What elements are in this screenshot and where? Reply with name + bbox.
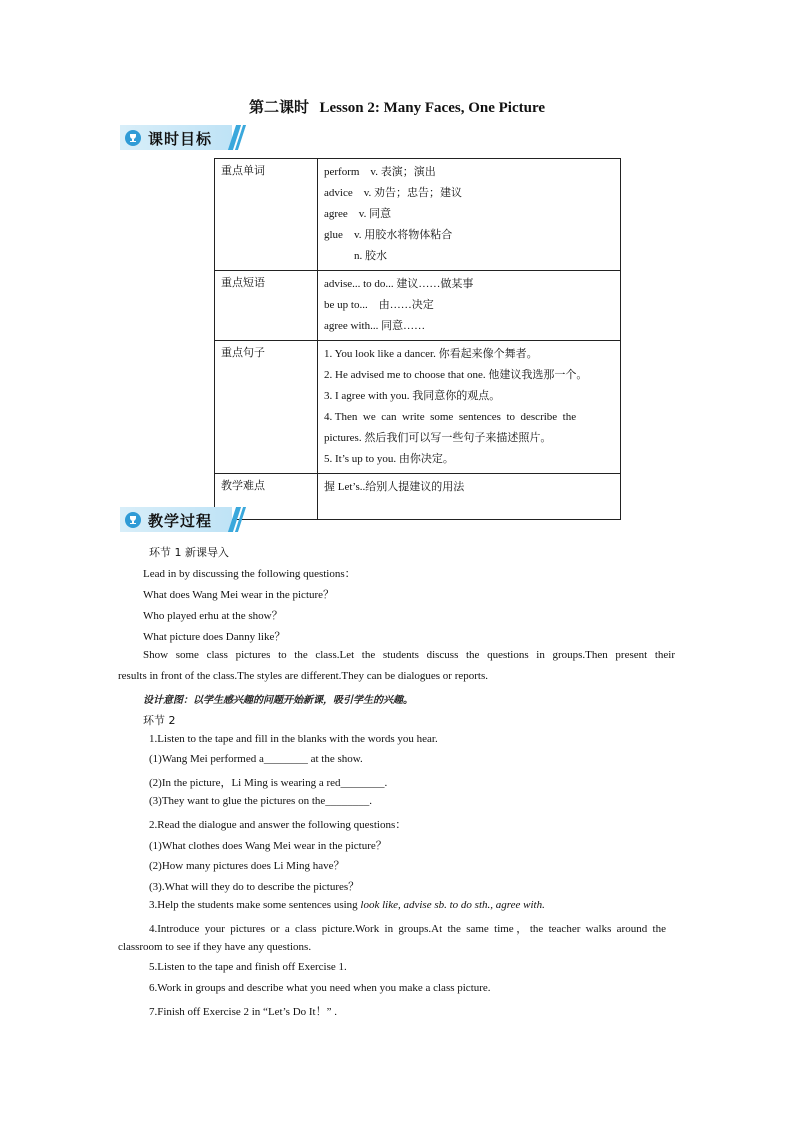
row-key: 教学难点 xyxy=(215,474,318,520)
section-banner-goals xyxy=(120,125,244,150)
section-banner-process xyxy=(120,507,244,532)
table-row xyxy=(215,159,621,271)
instruction-italic: look like, advise sb. to do sth., agree with. xyxy=(360,899,545,911)
phrase-line: agree with... 同意…… xyxy=(324,320,426,332)
sentence-line: 3. I agree with you. 我同意你的观点。 xyxy=(324,390,501,402)
section-title-process: 教学过程 xyxy=(148,512,213,530)
instruction: 7.Finish off Exercise 2 in “Let’s Do It！” . xyxy=(149,1006,337,1018)
title-english: Lesson 2: Many Faces, One Picture xyxy=(319,100,545,116)
vocab-line: advice v. 劝告；忠告；建议 xyxy=(324,187,462,199)
paragraph: Show some class pictures to the class.Let the students discuss the questions in groups.Then present their xyxy=(143,649,675,661)
instruction: (3)They want to glue the pictures on the________. xyxy=(149,795,373,807)
step-heading: 环节 2 xyxy=(143,714,176,727)
instruction: (1)Wang Mei performed a________ at the show. xyxy=(149,753,363,765)
instruction-text: 3.Help the students make some sentences using xyxy=(149,899,361,911)
sentence-line: 5. It’s up to you. 由你决定。 xyxy=(324,453,454,465)
instruction: 4.Introduce your pictures or a class picture.Work in groups.At the same time，the teacher walks around the xyxy=(149,923,666,935)
row-value xyxy=(318,341,621,474)
paragraph: results in front of the class.The styles are different.They can be dialogues or reports. xyxy=(118,670,489,682)
table-row xyxy=(215,271,621,341)
sentence-line: pictures. 然后我们可以写一些句子来描述照片。 xyxy=(324,432,552,444)
trophy-icon xyxy=(125,512,141,528)
question: Who played erhu at the show？ xyxy=(143,610,283,622)
sentence-line: 4. Then we can write some sentences to describe the xyxy=(324,411,577,423)
title-chinese: 第二课时 xyxy=(249,98,310,116)
sentence-line: 1. You look like a dancer. 你看起来像个舞者。 xyxy=(324,348,538,360)
instruction: 5.Listen to the tape and finish off Exercise 1. xyxy=(149,961,347,973)
design-intent: 设计意图：以学生感兴趣的问题开始新课，吸引学生的兴趣。 xyxy=(143,695,413,706)
difficulty-line: 握 Let’s..给别人提建议的用法 xyxy=(324,481,465,493)
instruction: 6.Work in groups and describe what you need when you make a class picture. xyxy=(149,982,491,994)
row-value xyxy=(318,474,621,520)
instruction: classroom to see if they have any questions. xyxy=(118,941,312,953)
section-title-goals: 课时目标 xyxy=(148,130,213,148)
step-heading: 环节 1 新课导入 xyxy=(149,546,229,559)
phrase-line: be up to... 由……决定 xyxy=(324,299,434,311)
paragraph: Lead in by discussing the following questions： xyxy=(143,568,356,580)
row-value xyxy=(318,159,621,271)
trophy-icon xyxy=(125,130,141,146)
table-row xyxy=(215,341,621,474)
question: What does Wang Mei wear in the picture？ xyxy=(143,589,335,601)
sentence-line: 2. He advised me to choose that one. 他建议我选那一个。 xyxy=(324,369,588,381)
goals-table xyxy=(214,158,621,520)
instruction: (2)How many pictures does Li Ming have？ xyxy=(149,860,345,872)
table-row xyxy=(215,474,621,520)
vocab-line: perform v. 表演；演出 xyxy=(324,166,436,178)
instruction: 2.Read the dialogue and answer the following questions： xyxy=(149,819,407,831)
row-key: 重点短语 xyxy=(215,271,318,341)
row-key: 重点单词 xyxy=(215,159,318,271)
vocab-line: glue v. 用胶水将物体粘合 xyxy=(324,229,453,241)
instruction xyxy=(149,899,545,911)
instruction: (1)What clothes does Wang Mei wear in the picture？ xyxy=(149,840,387,852)
instruction: (2)In the picture，Li Ming is wearing a red________. xyxy=(149,777,388,789)
vocab-line: n. 胶水 xyxy=(354,250,387,262)
row-key: 重点句子 xyxy=(215,341,318,474)
question: What picture does Danny like？ xyxy=(143,631,286,643)
page-title xyxy=(0,96,794,117)
instruction: 1.Listen to the tape and fill in the blanks with the words you hear. xyxy=(149,733,438,745)
vocab-line: agree v. 同意 xyxy=(324,208,392,220)
phrase-line: advise... to do... 建议……做某事 xyxy=(324,278,474,290)
row-value xyxy=(318,271,621,341)
instruction: (3).What will they do to describe the pictures？ xyxy=(149,881,360,893)
